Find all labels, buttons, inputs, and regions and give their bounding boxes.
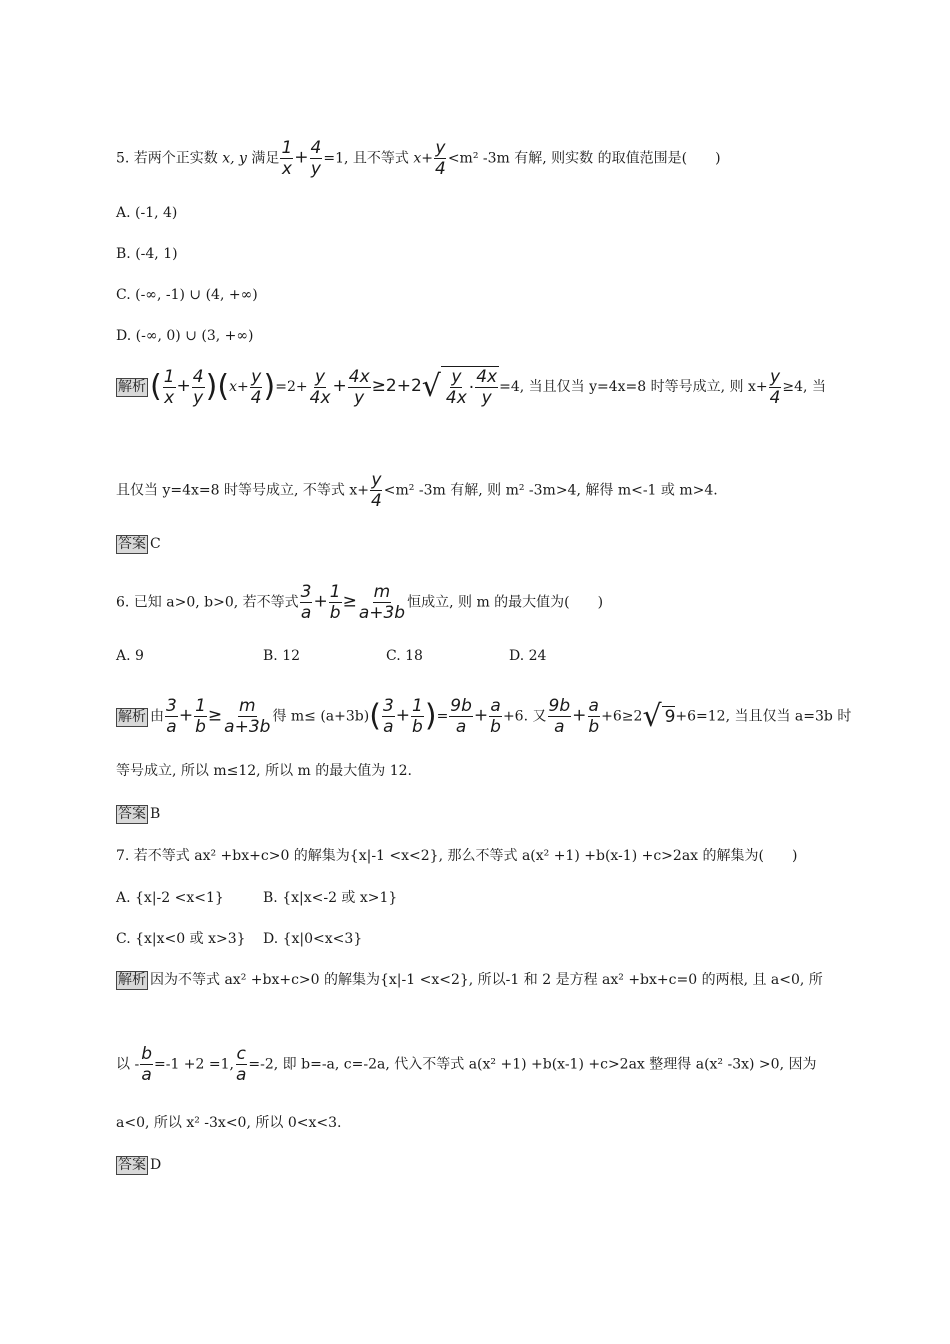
q6-option-c: C. 18 xyxy=(386,648,423,664)
q5-stem-text: 5. 若两个正实数 xyxy=(116,150,223,167)
q7-solution-line2 xyxy=(116,1044,816,1085)
q7-option-b: B. {x|x<-2 或 x>1} xyxy=(263,890,398,906)
fraction: $\frac{1}{b}$ xyxy=(329,582,341,623)
q6-solution-text: +6. 又 xyxy=(502,708,547,725)
q5-solution-line1: 解析 ( $\frac{1}{x}$ + $\frac{4}{y}$ )(x+ $\frac{y}{4}$ )=2+ $\frac{y}{4x}$ + $\frac{4x}{y}$ ≥2+2 √ $\frac{y}{4x}$ · $\frac{4x}{y}$ =4, 当且仅当 y=4x=8 时等号成立, 则 x+ $\frac{y}{4}$ ≥4, 当 xyxy=(118,366,826,408)
q6-option-d: D. 24 xyxy=(509,648,547,664)
q6-solution-line1: 解析 由 $\frac{3}{a}$ + $\frac{1}{b}$ ≥ $\frac{m}{a+3b}$ 得 m≤ (a+3b)( $\frac{3}{a}$ + $\frac{1}{b}$ )= $\frac{9b}{a}$ + $\frac{a}{b}$ +6. 又 $\frac{9b}{a}$ + $\frac{a}{b}$ +6≥2 √ 9 +6=12, 当且仅当 a=3b 时 xyxy=(118,696,852,737)
q6-stem-text: 6. 已知 a>0, b>0, 若不等式 xyxy=(116,594,299,611)
sqrt-expression: √ $\frac{y}{4x}$ · $\frac{4x}{y}$ xyxy=(421,367,498,408)
fraction: $\frac{m}{a+3b}$ xyxy=(224,696,271,737)
q7-answer-value: D xyxy=(150,1157,162,1173)
q7-solution-text: a<0, 所以 x² -3x<0, 所以 0<x<3. xyxy=(116,1115,342,1131)
q6-stem: 6. 已知 a>0, b>0, 若不等式 $\frac{3}{a}$ + $\frac{1}{b}$ ≥ $\frac{m}{a+3b}$ 恒成立, 则 m 的最大值为( ) xyxy=(116,582,604,623)
fraction: $\frac{a}{b}$ xyxy=(588,696,600,737)
q6-solution-text: 得 m≤ (a+3b) xyxy=(272,708,370,725)
q7-answer-tag: 答案 xyxy=(118,1157,146,1173)
fraction: $\frac{1}{b}$ xyxy=(412,696,423,737)
q5-answer-tag: 答案 xyxy=(118,536,146,552)
fraction: $\frac{y}{4}$ xyxy=(370,470,382,511)
fraction: $\frac{b}{a}$ xyxy=(141,1044,152,1085)
fraction: $\frac{1}{b}$ xyxy=(195,696,206,737)
q7-solution-text: =-1 +2 =1, xyxy=(153,1056,234,1073)
q6-answer-value: B xyxy=(150,806,161,822)
q5-solution-tag: 解析 xyxy=(118,379,146,395)
q6-solution-text: 由 xyxy=(150,708,164,725)
fraction: $\frac{y}{4}$ xyxy=(434,138,446,179)
q5-solution-line2 xyxy=(116,470,718,511)
q5-solution-text: 且仅当 y=4x=8 时等号成立, 不等式 x+ xyxy=(116,482,369,499)
fraction: $\frac{1}{x}$ xyxy=(163,366,175,408)
fraction: $\frac{9b}{a}$ xyxy=(450,696,472,737)
q7-solution-tag: 解析 xyxy=(118,972,146,988)
q5-solution-text: ≥4, 当 xyxy=(782,379,826,395)
q7-option-a: A. {x|-2 <x<1} xyxy=(116,890,224,906)
fraction: $\frac{3}{a}$ xyxy=(300,582,312,623)
q5-stem-text: 的取值范围是( ) xyxy=(597,150,721,167)
q5-stem: 5. 若两个正实数 x, y 满足 $\frac{1}{x}$ + $\frac{4}{y}$ =1, 且不等式 x+ $\frac{y}{4}$ <m² -3m 有解, 则实数 的取值范围是( ) xyxy=(116,138,721,179)
fraction: $\frac{y}{4}$ xyxy=(250,366,262,408)
q5-option-c: C. (-∞, -1) ∪ (4, +∞) xyxy=(116,287,258,303)
q7-solution-line1 xyxy=(116,970,823,990)
q7-solution-text: 以 - xyxy=(116,1056,140,1073)
q7-answer xyxy=(116,1155,161,1175)
q6-solution-text: +6≥2 xyxy=(601,708,643,725)
q5-answer-value: C xyxy=(150,536,161,552)
q5-option-a: A. (-1, 4) xyxy=(116,205,178,221)
q7-option-c: C. {x|x<0 或 x>3} xyxy=(116,931,246,947)
fraction: $\frac{4}{y}$ xyxy=(310,138,322,179)
q6-solution-line2 xyxy=(116,761,412,781)
q6-answer xyxy=(116,804,160,824)
q5-stem-text: 满足 xyxy=(246,150,280,167)
q5-solution-text: <m² -3m 有解, 则 m² -3m>4, 解得 m<-1 或 m>4. xyxy=(383,482,718,499)
q7-solution-text: 因为不等式 ax² +bx+c>0 的解集为{x|-1 <x<2}, 所以-1 和 2 是方程 ax² +bx+c=0 的两根, 且 a<0, 所 xyxy=(150,972,823,988)
fraction: $\frac{c}{a}$ xyxy=(235,1044,247,1085)
q5-stem-text: =1, 且不等式 xyxy=(323,150,414,167)
q5-option-b: B. (-4, 1) xyxy=(116,246,178,262)
q7-solution-line3 xyxy=(116,1113,341,1133)
q6-solution-tag: 解析 xyxy=(118,708,146,725)
fraction: $\frac{1}{x}$ xyxy=(281,138,293,179)
fraction: $\frac{4}{y}$ xyxy=(192,366,204,408)
q7-stem: 7. 若不等式 ax² +bx+c>0 的解集为{x|-1 <x<2}, 那么不等式 a(x² +1) +b(x-1) +c>2ax 的解集为( ) xyxy=(116,848,798,864)
q5-stem-vars: x, y xyxy=(222,150,247,167)
q6-option-a: A. 9 xyxy=(116,648,144,664)
q5-solution-text: =4, 当且仅当 y=4x=8 时等号成立, 则 x+ xyxy=(499,379,768,395)
fraction: $\frac{y}{4x}$ xyxy=(309,366,331,408)
fraction: $\frac{m}{a+3b}$ xyxy=(358,582,406,623)
fraction: $\frac{3}{a}$ xyxy=(166,696,177,737)
q6-solution-text: +6=12, 当且仅当 a=3b 时 xyxy=(675,708,852,725)
fraction: $\frac{4x}{y}$ xyxy=(348,366,370,408)
q6-answer-tag: 答案 xyxy=(118,806,146,822)
q5-option-d: D. (-∞, 0) ∪ (3, +∞) xyxy=(116,328,254,344)
q6-option-b: B. 12 xyxy=(263,648,301,664)
q6-solution-text: 等号成立, 所以 m≤12, 所以 m 的最大值为 12. xyxy=(116,763,412,779)
fraction: $\frac{y}{4}$ xyxy=(769,366,781,408)
q6-stem-text: 恒成立, 则 m 的最大值为( ) xyxy=(407,594,604,611)
q7-option-d: D. {x|0<x<3} xyxy=(263,931,363,947)
q7-solution-text: =-2, 即 b=-a, c=-2a, 代入不等式 a(x² +1) +b(x-1) +c>2ax 整理得 a(x² -3x) >0, 因为 xyxy=(248,1056,817,1073)
fraction: $\frac{9b}{a}$ xyxy=(548,696,571,737)
fraction: $\frac{3}{a}$ xyxy=(382,696,394,737)
fraction: $\frac{a}{b}$ xyxy=(490,696,501,737)
q5-stem-text: <m² -3m 有解, 则实数 xyxy=(447,150,598,167)
sqrt-expression: √ 9 xyxy=(642,698,676,734)
q5-answer xyxy=(116,534,161,554)
